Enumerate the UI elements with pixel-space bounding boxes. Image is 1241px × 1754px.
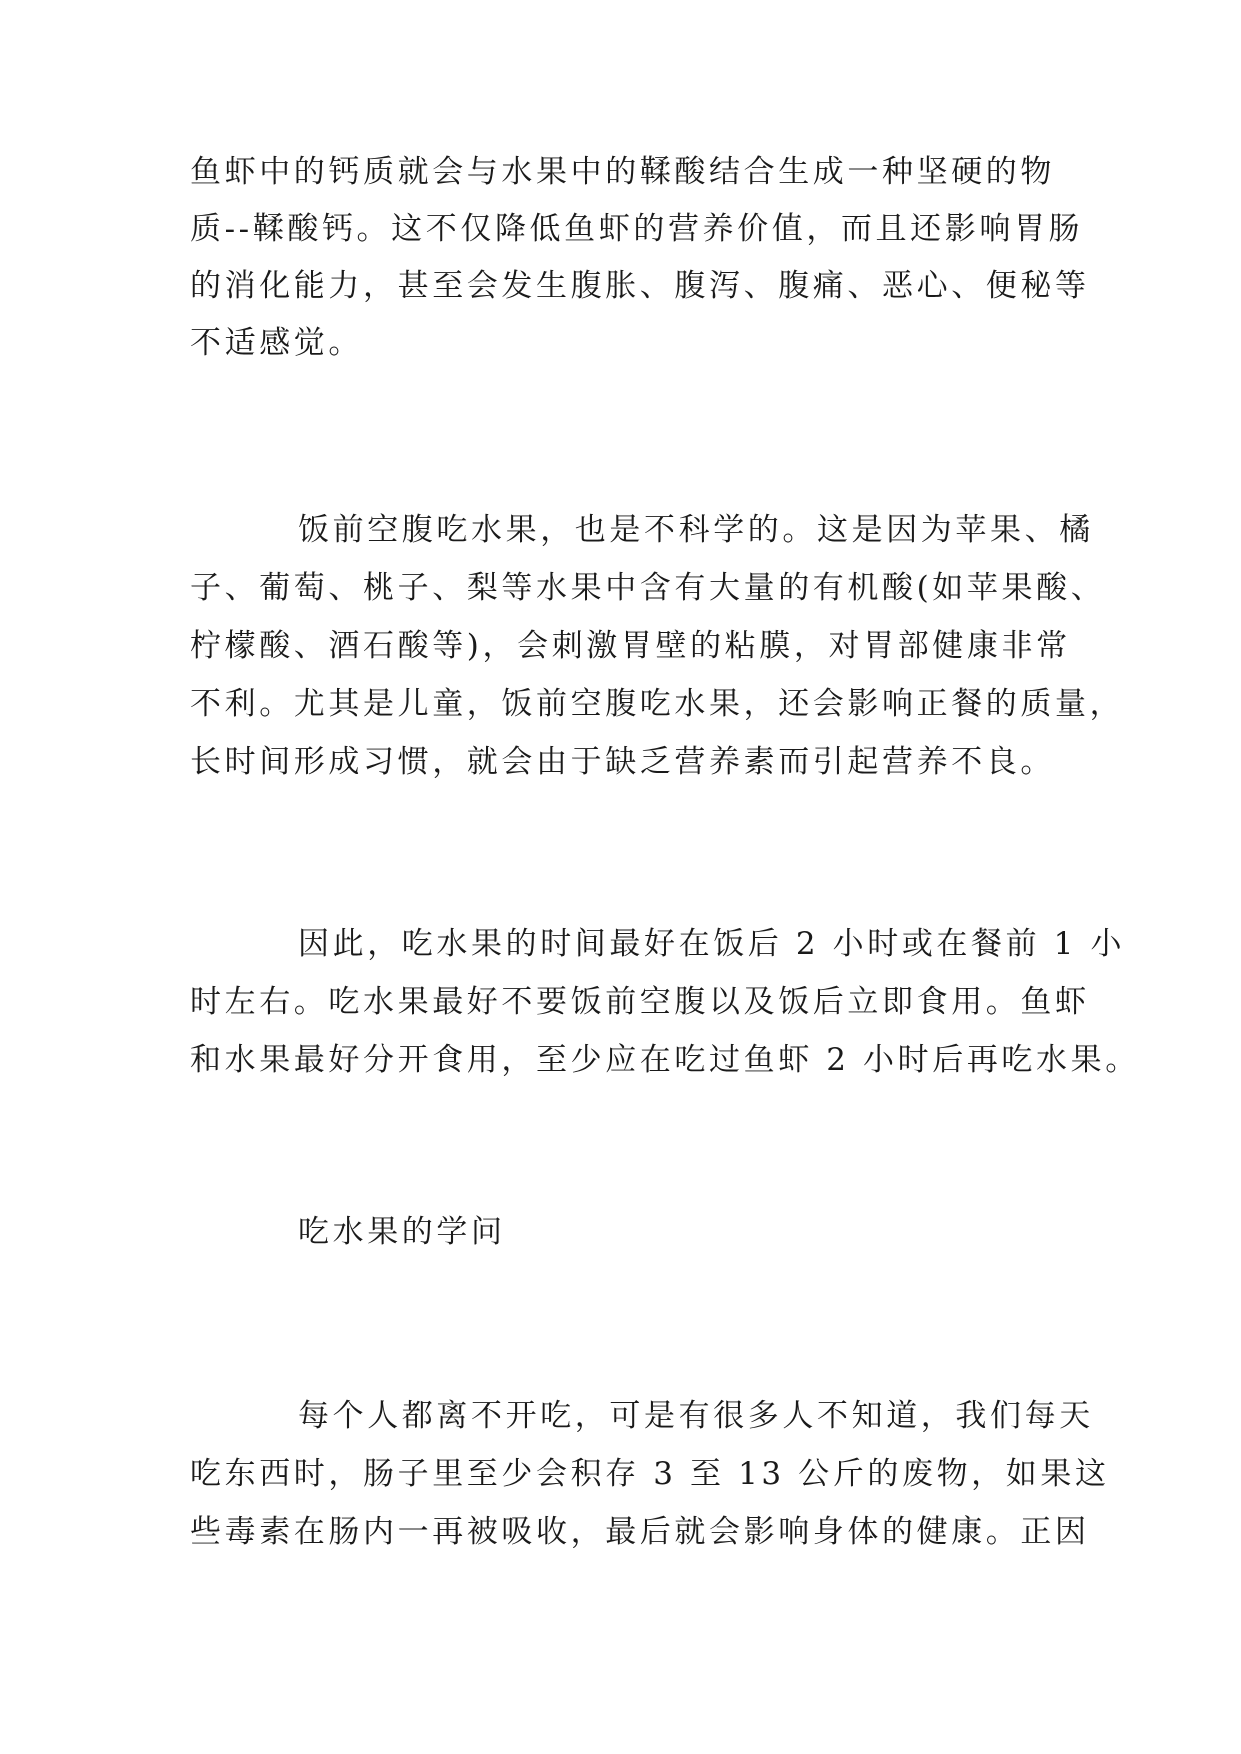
paragraph-line: 不适感觉。 xyxy=(190,325,363,361)
paragraph-line: 鱼虾中的钙质就会与水果中的鞣酸结合生成一种坚硬的物 xyxy=(190,154,1055,190)
paragraph-line: 吃东西时，肠子里至少会积存 3 至 13 公斤的废物，如果这 xyxy=(190,1456,1110,1492)
paragraph-line: 长时间形成习惯，就会由于缺乏营养素而引起营养不良。 xyxy=(190,744,1055,780)
paragraph-line: 不利。尤其是儿童，饭前空腹吃水果，还会影响正餐的质量， xyxy=(190,686,1125,722)
paragraph-line: 柠檬酸、酒石酸等)，会刺激胃壁的粘膜，对胃部健康非常 xyxy=(190,628,1071,664)
paragraph-line: 子、葡萄、桃子、梨等水果中含有大量的有机酸(如苹果酸、 xyxy=(190,570,1106,606)
paragraph-line: 些毒素在肠内一再被吸收，最后就会影响身体的健康。正因 xyxy=(190,1514,1090,1550)
paragraph-line: 因此，吃水果的时间最好在饭后 2 小时或在餐前 1 小 xyxy=(298,926,1126,962)
paragraph-line: 饭前空腹吃水果，也是不科学的。这是因为苹果、橘 xyxy=(298,512,1094,548)
paragraph-line: 质--鞣酸钙。这不仅降低鱼虾的营养价值，而且还影响胃肠 xyxy=(190,211,1084,247)
paragraph-line: 的消化能力，甚至会发生腹胀、腹泻、腹痛、恶心、便秘等 xyxy=(190,268,1090,304)
paragraph-line: 每个人都离不开吃，可是有很多人不知道，我们每天 xyxy=(298,1398,1094,1434)
section-heading: 吃水果的学问 xyxy=(298,1214,506,1250)
paragraph-line: 和水果最好分开食用，至少应在吃过鱼虾 2 小时后再吃水果。 xyxy=(190,1042,1140,1078)
paragraph-line: 时左右。吃水果最好不要饭前空腹以及饭后立即食用。鱼虾 xyxy=(190,984,1090,1020)
